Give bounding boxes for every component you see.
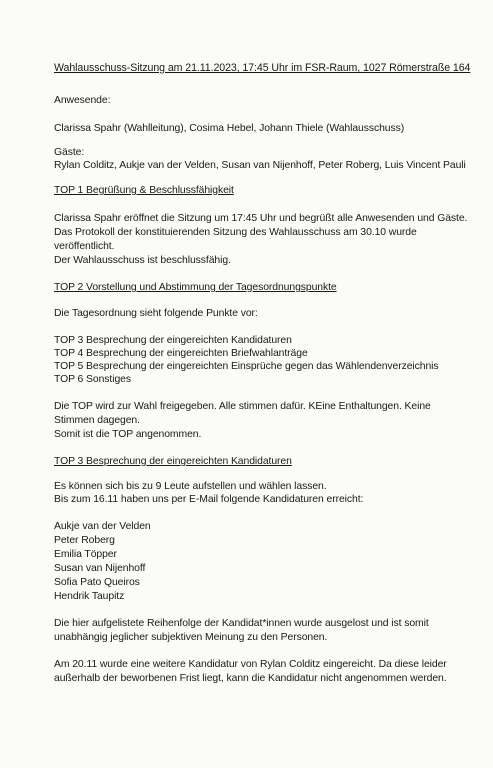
top2-heading: TOP 2 Vorstellung und Abstimmung der Tagesordnungspunkte: [54, 282, 337, 293]
top3-intro-line: Bis zum 16.11 haben uns per E-Mail folgende Kandidaturen erreicht:: [54, 494, 364, 505]
top3-late-line: Am 20.11 wurde eine weitere Kandidatur von Rylan Colditz eingereicht. Da diese leider: [54, 659, 447, 670]
top3-intro-line: Es können sich bis zu 9 Leute aufstellen und wählen lassen.: [54, 481, 327, 492]
guests-text: Rylan Colditz, Aukje van der Velden, Susan van Nijenhoff, Peter Roberg, Luis Vincent Pauli: [54, 160, 466, 171]
top1-heading: TOP 1 Begrüßung & Beschlussfähigkeit: [54, 185, 234, 196]
top1-line: Das Protokoll der konstituierenden Sitzung des Wahlausschuss am 30.10 wurde: [54, 227, 417, 238]
agenda-item: TOP 5 Besprechung der eingereichten Einsprüche gegen das Wählendenverzeichnis: [54, 361, 439, 372]
meeting-header: Wahlausschuss-Sitzung am 21.11.2023, 17:45 Uhr im FSR-Raum, 1027 Römerstraße 164: [54, 62, 471, 74]
attendees-text: Clarissa Spahr (Wahlleitung), Cosima Hebel, Johann Thiele (Wahlausschuss): [54, 123, 405, 134]
candidate-name: Aukje van der Velden: [54, 521, 151, 532]
candidate-name: Sofia Pato Queiros: [54, 577, 140, 588]
candidate-name: Peter Roberg: [54, 535, 115, 546]
agenda-item: TOP 6 Sonstiges: [54, 374, 131, 385]
top1-line: Der Wahlausschuss ist beschlussfähig.: [54, 255, 231, 266]
top3-heading: TOP 3 Besprechung der eingereichten Kandidaturen: [54, 456, 292, 467]
candidate-name: Susan van Nijenhoff: [54, 563, 146, 574]
agenda-item: TOP 3 Besprechung der eingereichten Kandidaturen: [54, 335, 292, 346]
top1-line: veröffentlicht.: [54, 241, 115, 252]
top2-vote-line: Stimmen dagegen.: [54, 415, 140, 426]
candidate-name: Emilia Töpper: [54, 549, 117, 560]
top3-order-line: Die hier aufgelistete Reihenfolge der Kandidat*innen wurde ausgelost und ist somit: [54, 618, 429, 629]
top1-line: Clarissa Spahr eröffnet die Sitzung um 17:45 Uhr und begrüßt alle Anwesenden und Gäste.: [54, 213, 468, 224]
top2-vote-line: Die TOP wird zur Wahl freigegeben. Alle stimmen dafür. KEine Enthaltungen. Keine: [54, 401, 431, 412]
agenda-item: TOP 4 Besprechung der eingereichten Briefwahlanträge: [54, 348, 308, 359]
attendees-label: Anwesende:: [54, 95, 111, 106]
candidate-name: Hendrik Taupitz: [54, 591, 125, 602]
top2-vote-line: Somit ist die TOP angenommen.: [54, 429, 202, 440]
top3-order-line: unabhängig jeglicher subjektiven Meinung zu den Personen.: [54, 632, 328, 643]
top2-intro: Die Tagesordnung sieht folgende Punkte vor:: [54, 308, 258, 319]
top3-late-line: außerhalb der beworbenen Frist liegt, kann die Kandidatur nicht angenommen werden.: [54, 673, 447, 684]
guests-label: Gäste:: [54, 147, 85, 158]
